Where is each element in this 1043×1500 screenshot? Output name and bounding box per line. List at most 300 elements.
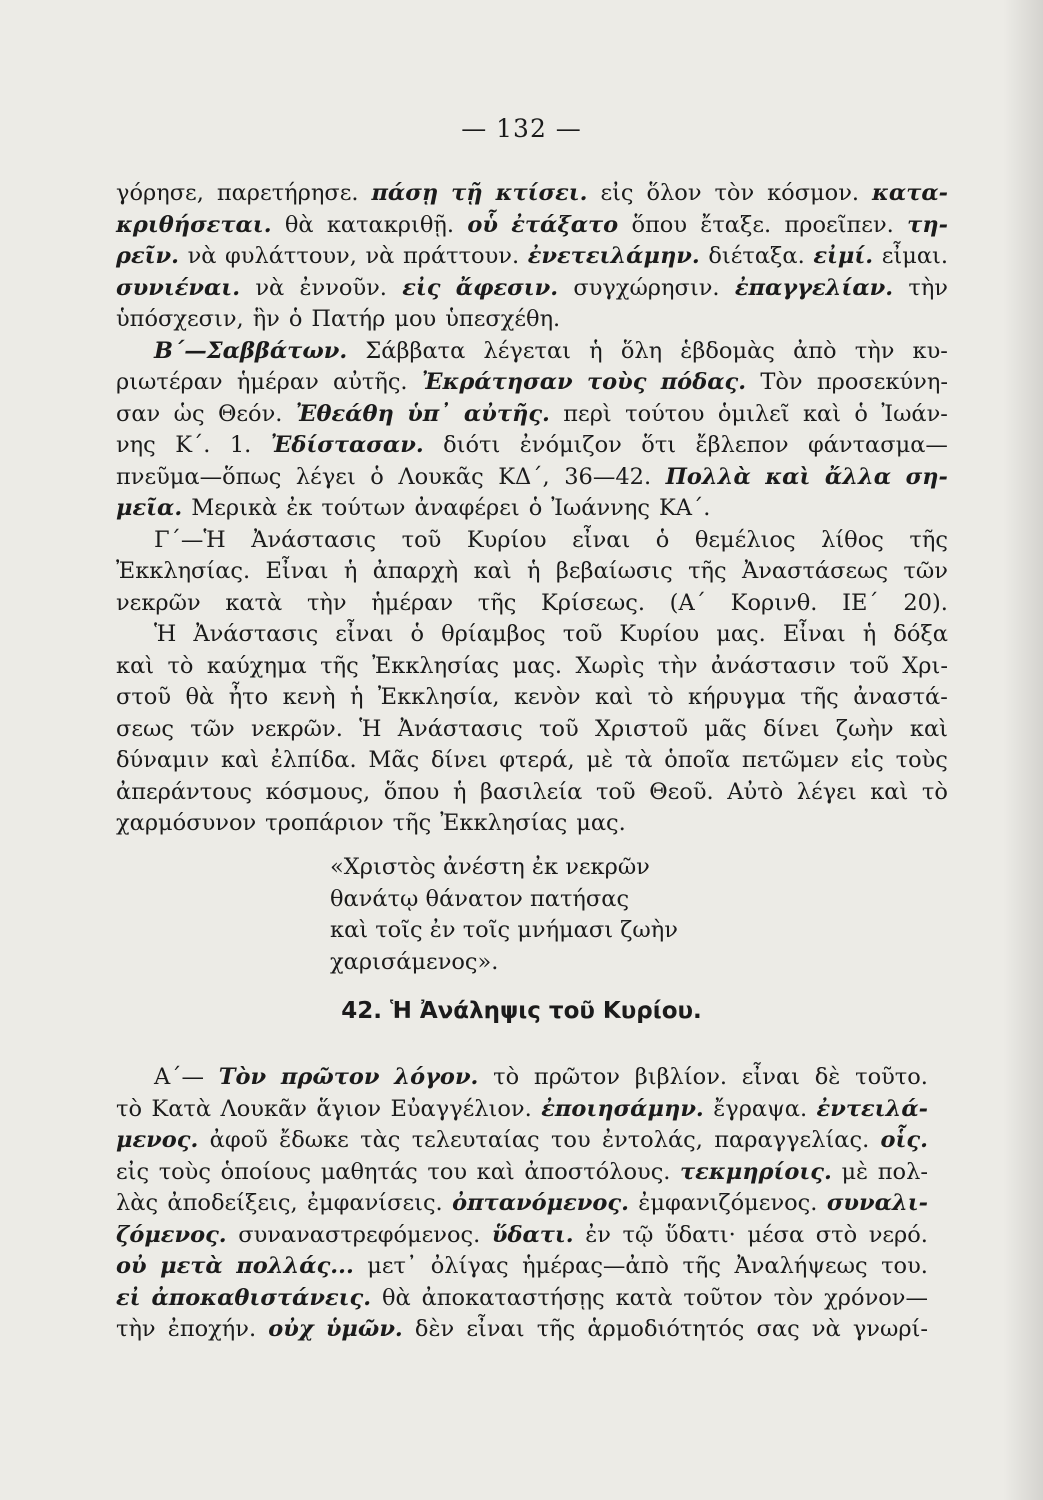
term-word: συνιέναι. <box>116 274 241 301</box>
word: εἰς <box>600 180 634 206</box>
hymn-line: καὶ τοῖς ἐν τοῖς μνήμασι ζωὴν <box>330 917 678 943</box>
text-line <box>116 1314 928 1346</box>
term-word: ὑπ᾽ <box>407 400 451 427</box>
word: θεμέλιος <box>694 526 796 553</box>
word: ἁρμοδιότητός <box>587 1316 745 1342</box>
paragraph-block-glossary <box>116 178 948 840</box>
term-word: οἷς. <box>880 1127 928 1153</box>
word: συγχώρησιν. <box>573 274 720 301</box>
word: νὰ <box>365 243 395 269</box>
word: βασιλεία <box>480 778 583 805</box>
text-line <box>116 399 948 431</box>
word: κατὰ <box>225 589 283 616</box>
term-word: συναλι- <box>826 1190 928 1216</box>
word: καὶ <box>870 778 909 805</box>
term-word: ἐτάξατο <box>511 211 619 238</box>
term-word: εἰμί. <box>813 243 874 269</box>
word: κυ- <box>912 337 948 364</box>
word: ἐνόμιζον <box>519 432 622 458</box>
word: τῷ <box>622 1221 654 1248</box>
text-line <box>116 336 948 368</box>
word: Θεοῦ. <box>649 778 714 805</box>
word: καὶ <box>476 1158 515 1185</box>
word: ἀποστόλους. <box>524 1158 671 1185</box>
term-word: κατα- <box>872 180 948 206</box>
word: στὸ <box>815 1221 858 1248</box>
word: σαν <box>116 400 161 427</box>
word: διότι <box>443 432 501 458</box>
word: φάντασμα— <box>807 432 948 458</box>
word: πνεῦμα—ὅπως <box>116 463 282 490</box>
word: ἐποχήν. <box>167 1316 257 1342</box>
term-word: μεῖα. <box>116 495 183 521</box>
term-word: ση- <box>905 463 948 490</box>
word: καὶ <box>473 558 512 584</box>
term-word: πόδας. <box>660 369 747 395</box>
word: νεκρῶν. <box>251 715 343 742</box>
text-line <box>116 1220 928 1252</box>
chapter-heading: 42. Ἡ Ἀνάληψις τοῦ Κυρίου. <box>341 998 702 1024</box>
word: τῆς <box>320 652 359 679</box>
word: Κυρίου <box>619 621 700 647</box>
term-word: λόγον. <box>394 1064 479 1090</box>
word: μαθητάς <box>320 1158 418 1185</box>
term-word: πρῶτον <box>280 1064 380 1090</box>
word: αὐτῆς. <box>333 369 408 395</box>
word: ἡ <box>343 558 358 584</box>
word: τὴν <box>854 337 895 364</box>
term-word: οὗ <box>467 211 498 238</box>
word: ἀπαρχὴ <box>372 558 459 584</box>
term-word: αὐτῆς. <box>463 400 550 427</box>
text-line <box>116 367 948 399</box>
term-word: τη- <box>907 211 948 238</box>
term-word: Τὸν <box>218 1064 267 1090</box>
word: τὸ <box>116 1095 142 1122</box>
word: τὸ <box>493 1064 520 1090</box>
word: ὀλίγας <box>430 1253 509 1279</box>
text-line <box>116 1188 928 1220</box>
word: λέγει <box>796 778 857 805</box>
word: δύναμιν <box>116 747 210 773</box>
term-word: ἀποκαθιστάνεις. <box>151 1284 372 1311</box>
word: ἐμφανίσεις. <box>306 1190 443 1216</box>
word: 36—42. <box>564 463 652 490</box>
word: του <box>427 1158 468 1185</box>
word: λίθος <box>821 526 884 553</box>
word: τοὺς <box>158 1158 211 1185</box>
word: Ἰωάν- <box>881 400 948 427</box>
word: ἡμέραν <box>371 589 454 616</box>
word: λέγεται <box>483 337 571 364</box>
word: Σάββατα <box>365 337 466 364</box>
word: ἅγιον <box>316 1095 382 1122</box>
word: τοῦ <box>562 621 603 647</box>
word: Αὐτὸ <box>727 778 784 805</box>
word: ἐννοῦν. <box>299 274 387 301</box>
word: τούτου <box>625 400 705 427</box>
word: τῆς <box>536 1316 576 1342</box>
word: Χρι- <box>902 652 948 679</box>
word: ἑβδομὰς <box>680 337 775 364</box>
term-word: ρεῖν. <box>116 243 179 269</box>
word: ὁ <box>655 526 670 553</box>
word: Ἀναλήψεως <box>734 1253 868 1279</box>
word: ἡ <box>349 684 364 710</box>
word: Χωρὶς <box>575 652 645 679</box>
text-line <box>116 808 948 840</box>
word: Ἐκκλησίας <box>440 810 568 836</box>
term-word: ὀπτανόμενος. <box>452 1190 629 1216</box>
word: μετ᾽ <box>367 1253 418 1279</box>
text-line <box>116 1094 928 1126</box>
term-word: Ἐδίστασαν. <box>270 432 424 458</box>
word: ἀποκαταστήσῃς <box>421 1284 605 1311</box>
word: τὴν <box>116 1316 156 1342</box>
page-edge-shadow <box>1003 0 1043 1500</box>
text-line <box>116 619 948 651</box>
word: κόσμον. <box>767 180 860 206</box>
word: ὁποῖα <box>664 747 731 773</box>
word: βιβλίον. <box>634 1064 728 1090</box>
word: συναναστρεφόμενος. <box>238 1221 481 1248</box>
term-word: ὑμῶν. <box>325 1316 403 1342</box>
term-word: πολλάς... <box>236 1253 354 1279</box>
word: Ἀναστάσεως <box>741 558 889 584</box>
word: κατακριθῇ. <box>326 211 455 238</box>
word: ἡ <box>452 778 467 805</box>
term-word: οὐχ <box>268 1316 314 1342</box>
term-word: πάσῃ <box>371 180 439 206</box>
word: προεῖπεν. <box>784 211 894 238</box>
word: ὁ <box>528 495 543 521</box>
word: χρόνον— <box>824 1284 928 1311</box>
text-line <box>116 714 948 746</box>
word: του <box>550 1127 591 1153</box>
text-line <box>116 1283 928 1315</box>
word: ἐλπίδα. <box>270 747 357 773</box>
word: πρῶτον <box>533 1064 620 1090</box>
word: παραγγελίας. <box>714 1127 870 1153</box>
word: νὰ <box>811 1316 841 1342</box>
term-word: μετὰ <box>160 1253 223 1279</box>
word: τῆς <box>688 558 727 584</box>
word: δὲν <box>414 1316 455 1342</box>
word: θρίαμβος <box>441 621 546 647</box>
word: ἡμέρας—ἀπὸ <box>522 1253 669 1279</box>
word: τῶν <box>903 558 948 584</box>
word: ἐμφανιζόμενος. <box>638 1190 818 1216</box>
text-line <box>116 651 948 683</box>
text-line <box>116 241 948 273</box>
term-word: κτίσει. <box>495 180 588 206</box>
word: ἡ <box>527 558 541 584</box>
text-line <box>116 430 948 462</box>
word: τὸν <box>714 180 755 206</box>
word: τούτων <box>321 495 406 521</box>
word: ἔταξε. <box>700 211 772 238</box>
word: διέταξα. <box>708 243 805 269</box>
word: καὶ <box>802 400 842 427</box>
word: βεβαίωσις <box>555 558 673 584</box>
word: Ἀνάστασις <box>397 715 523 742</box>
word: τὴν <box>306 589 347 616</box>
word: ἣν <box>252 306 280 332</box>
word: Λουκᾶς <box>398 463 484 490</box>
word: Α΄— <box>154 1064 204 1090</box>
word: ὁποίους <box>220 1158 312 1185</box>
word: Ἀνάστασις <box>193 621 319 647</box>
word: τῶν <box>190 715 235 742</box>
word: πολ- <box>877 1158 928 1185</box>
word: μας. <box>512 652 563 679</box>
term-word: ἄφεσιν. <box>455 274 559 301</box>
word: ἔβλεπον <box>695 432 789 458</box>
word: ἀφοῦ <box>209 1127 268 1153</box>
word: γνωρί- <box>852 1316 928 1342</box>
word: λέγει <box>295 463 356 490</box>
word: καὶ <box>220 747 260 773</box>
term-word: ἐπαγγελίαν. <box>734 274 894 301</box>
word: Ἐκκλησίας. <box>116 558 251 584</box>
word: Ἡ <box>359 715 382 742</box>
word: νὰ <box>187 243 217 269</box>
word: τὸ <box>921 778 948 805</box>
word: εἰς <box>850 747 884 773</box>
text-line <box>116 1125 928 1157</box>
term-word: Β΄—Σαββάτων. <box>154 337 348 364</box>
word: ἀναστά- <box>853 684 948 710</box>
word: ὅλον <box>646 180 702 206</box>
word: στοῦ <box>116 684 172 710</box>
word: ζωὴν <box>835 715 894 742</box>
text-line <box>116 588 948 620</box>
word: καὶ <box>116 652 155 679</box>
word: Κυρίου <box>466 526 547 553</box>
text-line <box>116 556 948 588</box>
word: τοῦ <box>538 715 579 742</box>
word: θὰ <box>284 211 314 238</box>
hymn-line: θανάτῳ θάνατον πατήσας <box>330 885 630 912</box>
word: νεκρῶν <box>116 589 201 616</box>
word: εἶναι <box>466 1316 525 1342</box>
word: καύχημα <box>206 652 307 679</box>
text-line <box>116 682 948 714</box>
hymn-line: «Χριστὸς ἀνέστη ἐκ νεκρῶν <box>330 854 650 880</box>
word: τοῦ <box>401 526 442 553</box>
word: νης <box>116 432 156 458</box>
term-word: ἐποιησάμην. <box>541 1095 704 1122</box>
word: πράττουν. <box>402 243 520 269</box>
word: Πατήρ <box>311 306 386 332</box>
word: φτερά, <box>499 747 575 773</box>
text-line <box>116 745 948 777</box>
text-line <box>116 178 948 210</box>
word: μας. <box>716 621 766 647</box>
term-word: τεκμηρίοις. <box>680 1158 832 1185</box>
word: ΚΑ΄. <box>658 495 711 521</box>
term-word: Ἐκράτησαν <box>421 369 573 395</box>
word: μὲ <box>841 1158 869 1185</box>
word: ὁ <box>370 463 384 490</box>
term-word: τῇ <box>451 180 483 206</box>
word: τῆς <box>909 526 948 553</box>
word: ΚΔ΄, <box>498 463 550 490</box>
word: τοῦ <box>849 652 889 679</box>
word: τὸ <box>647 684 674 710</box>
word: νὰ <box>255 274 285 301</box>
word: τὰ <box>624 747 653 773</box>
word: σεως <box>116 715 174 742</box>
word: εἶναι <box>741 1064 800 1090</box>
word: ἐκ <box>286 495 313 521</box>
word: (Α΄ <box>669 589 706 616</box>
word: εἶναι <box>335 621 394 647</box>
word: παρετήρησε. <box>216 180 359 206</box>
word: κενὸν <box>513 684 581 710</box>
word: Εὐαγγέλιον. <box>390 1095 532 1122</box>
word: κήρυγμα <box>688 684 786 710</box>
word: ὅπου <box>383 778 440 805</box>
word: τῆς <box>800 684 839 710</box>
word: λὰς <box>116 1190 159 1216</box>
word: Ἀνάστασις <box>251 526 377 553</box>
word: γόρησε, <box>116 180 204 206</box>
word: πετῶμεν <box>741 747 840 773</box>
word: ΙΕ΄ <box>842 589 879 616</box>
word: ἡ <box>589 337 603 364</box>
word: τῆς <box>477 589 517 616</box>
word: μᾶς <box>704 715 747 742</box>
word: 20). <box>903 589 948 616</box>
word: τῆς <box>392 810 432 836</box>
word: τοῦτον <box>683 1284 763 1311</box>
word: κόσμους, <box>265 778 371 805</box>
text-line <box>116 462 948 494</box>
word: Κορινθ. <box>730 589 818 616</box>
term-word: καὶ <box>765 463 811 490</box>
word: ὁ <box>288 306 303 332</box>
word: ἡ <box>862 621 877 647</box>
term-word: ἐνετειλάμην. <box>527 243 700 269</box>
word: δόξα <box>893 621 948 647</box>
word: σας <box>756 1316 800 1342</box>
word: Θεόν. <box>217 400 283 427</box>
word: ἦτο <box>228 684 269 710</box>
word: ἀπὸ <box>793 337 837 364</box>
word: τὰς <box>360 1127 401 1153</box>
text-line <box>116 210 948 242</box>
word: φυλάττουν, <box>225 243 357 269</box>
word: θὰ <box>381 1284 411 1311</box>
word: θὰ <box>185 684 215 710</box>
word: Μερικὰ <box>191 495 278 521</box>
text-line <box>116 525 948 557</box>
word: ὑπόσχεσιν, <box>116 306 244 332</box>
word: ἀναφέρει <box>414 495 520 521</box>
word: ἡμέραν <box>236 369 319 395</box>
word: ριωτέραν <box>116 369 223 395</box>
word: του. <box>881 1253 928 1279</box>
word: Μᾶς <box>368 747 420 773</box>
word: Εἶναι <box>265 558 329 584</box>
word: Ἐκκλησία, <box>377 684 500 710</box>
word: εἶναι <box>572 526 631 553</box>
word: ὕδατι· <box>664 1221 736 1248</box>
hymn-quote <box>330 852 678 978</box>
word: δίνει <box>430 747 488 773</box>
word: περὶ <box>563 400 612 427</box>
text-line <box>116 1157 928 1189</box>
word: τοῦτο. <box>855 1064 928 1090</box>
term-word: εἰ <box>116 1284 141 1311</box>
word: χαρμόσυνον <box>116 810 257 836</box>
word: εἰς <box>116 1158 150 1185</box>
word: ἔδωκε <box>279 1127 349 1153</box>
term-word: ὕδατι. <box>491 1221 574 1248</box>
term-word: ἄλλα <box>824 463 892 490</box>
word: μὲ <box>586 747 614 773</box>
word: μου <box>394 306 437 332</box>
word: Χριστοῦ <box>594 715 689 742</box>
page-number: — 132 — <box>461 114 582 143</box>
word: μας. <box>576 810 626 836</box>
word: προσεκύνη- <box>816 369 948 395</box>
hymn-line: χαρισάμενος». <box>330 948 499 975</box>
word: δίνει <box>763 715 820 742</box>
word: τὸν <box>773 1284 814 1311</box>
word: 1. <box>229 432 252 458</box>
word: μέσα <box>747 1221 805 1248</box>
word: Ἰωάννης <box>551 495 650 521</box>
word: ὡς <box>173 400 205 427</box>
word: τὴν <box>908 274 948 301</box>
word: ὅπου <box>631 211 687 238</box>
word: ἔγραψα. <box>713 1095 808 1122</box>
word: τὸ <box>167 652 194 679</box>
word: νερό. <box>868 1221 928 1248</box>
word: Εἶναι <box>782 621 846 647</box>
word: δὲ <box>814 1064 841 1090</box>
term-word: μενος. <box>116 1127 199 1153</box>
word: τροπάριον <box>265 810 384 836</box>
word: ὅλη <box>620 337 663 364</box>
word: καὶ <box>595 684 634 710</box>
word: Κ΄. <box>175 432 211 458</box>
word: ἐν <box>585 1221 611 1248</box>
word: ὁ <box>410 621 425 647</box>
text-line <box>116 777 948 809</box>
word: τελευταίας <box>411 1127 540 1153</box>
word: Τὸν <box>760 369 803 395</box>
word: κενὴ <box>282 684 336 710</box>
word: Ἐκκλησίας <box>372 652 500 679</box>
term-word: Πολλὰ <box>665 463 751 490</box>
term-word: Ἐθεάθη <box>295 400 394 427</box>
text-line <box>116 273 948 305</box>
word: Λουκᾶν <box>220 1095 307 1122</box>
term-word: ζόμενος. <box>116 1221 227 1248</box>
text-line <box>116 1251 928 1283</box>
paragraph-block-ascension <box>116 1062 928 1346</box>
term-word: τοὺς <box>586 369 647 395</box>
word: Γ΄—Ἡ <box>154 526 226 553</box>
text-line <box>116 304 948 336</box>
word: ὅτι <box>641 432 677 458</box>
word: ἀποδείξεις, <box>167 1190 298 1216</box>
word: ὁμιλεῖ <box>717 400 790 427</box>
text-line <box>116 493 948 525</box>
